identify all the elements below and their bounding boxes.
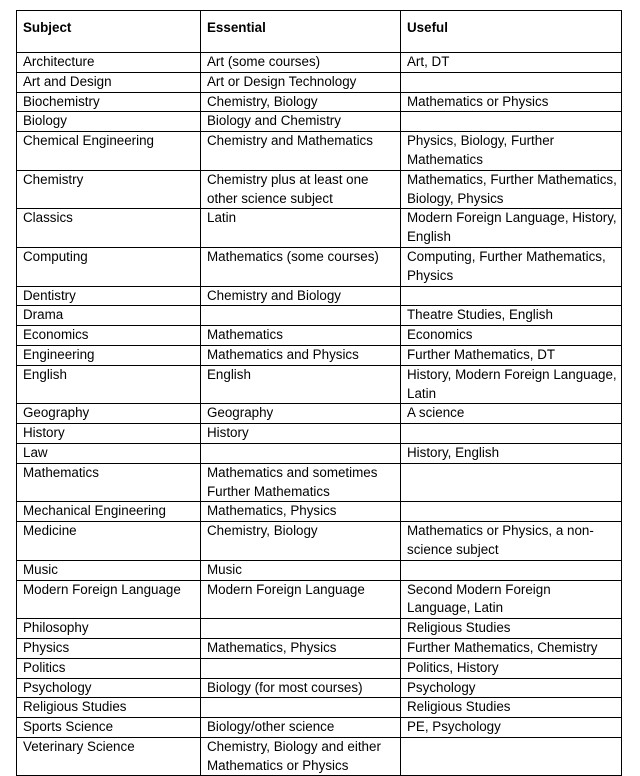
table-row: [17, 424, 622, 444]
cell-useful: [401, 502, 622, 522]
table-row: [17, 326, 622, 346]
table-row: [17, 638, 622, 658]
cell-essential: Latin: [201, 209, 401, 248]
cell-useful: [401, 112, 622, 132]
cell-subject: Drama: [17, 306, 201, 326]
cell-subject: Architecture: [17, 53, 201, 73]
table-row: [17, 619, 622, 639]
cell-subject: Mechanical Engineering: [17, 502, 201, 522]
cell-essential: Chemistry, Biology: [201, 92, 401, 112]
cell-useful: Further Mathematics, DT: [401, 345, 622, 365]
cell-useful: Theatre Studies, English: [401, 306, 622, 326]
cell-useful: Modern Foreign Language, History, English: [401, 209, 622, 248]
table-row: [17, 170, 622, 209]
cell-subject: Computing: [17, 247, 201, 286]
cell-essential: Music: [201, 560, 401, 580]
table-row: [17, 404, 622, 424]
cell-essential: Chemistry plus at least one other science subject: [201, 170, 401, 209]
table-row: [17, 92, 622, 112]
header-row: [17, 11, 622, 53]
cell-subject: Art and Design: [17, 72, 201, 92]
table-row: [17, 443, 622, 463]
cell-essential: Mathematics (some courses): [201, 247, 401, 286]
cell-useful: PE, Psychology: [401, 718, 622, 738]
cell-essential: Chemistry and Biology: [201, 286, 401, 306]
cell-essential: Mathematics, Physics: [201, 638, 401, 658]
cell-essential: [201, 306, 401, 326]
cell-useful: History, Modern Foreign Language, Latin: [401, 365, 622, 404]
table-row: [17, 658, 622, 678]
table-row: [17, 345, 622, 365]
cell-essential: Biology and Chemistry: [201, 112, 401, 132]
cell-essential: Mathematics: [201, 326, 401, 346]
cell-subject: English: [17, 365, 201, 404]
cell-essential: History: [201, 424, 401, 444]
cell-subject: Music: [17, 560, 201, 580]
cell-essential: Art or Design Technology: [201, 72, 401, 92]
table-row: [17, 365, 622, 404]
cell-essential: Biology (for most courses): [201, 678, 401, 698]
table-row: [17, 112, 622, 132]
cell-essential: Mathematics, Physics: [201, 502, 401, 522]
cell-subject: Biochemistry: [17, 92, 201, 112]
cell-subject: Veterinary Science: [17, 737, 201, 776]
cell-useful: Religious Studies: [401, 698, 622, 718]
table-row: [17, 463, 622, 502]
cell-useful: [401, 424, 622, 444]
cell-essential: Mathematics and sometimes Further Mathematics: [201, 463, 401, 502]
cell-essential: Geography: [201, 404, 401, 424]
cell-essential: Chemistry, Biology: [201, 522, 401, 561]
cell-useful: [401, 286, 622, 306]
table-row: [17, 678, 622, 698]
subject-requirements-document: [16, 10, 622, 776]
cell-useful: A science: [401, 404, 622, 424]
column-header-essential: Essential: [201, 11, 401, 53]
table-row: [17, 502, 622, 522]
cell-subject: Law: [17, 443, 201, 463]
cell-useful: Art, DT: [401, 53, 622, 73]
table-row: [17, 132, 622, 171]
cell-useful: Psychology: [401, 678, 622, 698]
table-row: [17, 560, 622, 580]
cell-essential: Mathematics and Physics: [201, 345, 401, 365]
cell-subject: Biology: [17, 112, 201, 132]
cell-subject: History: [17, 424, 201, 444]
cell-useful: [401, 737, 622, 776]
cell-subject: Economics: [17, 326, 201, 346]
table-row: [17, 522, 622, 561]
table-row: [17, 53, 622, 73]
cell-subject: Classics: [17, 209, 201, 248]
cell-essential: Modern Foreign Language: [201, 580, 401, 619]
cell-essential: English: [201, 365, 401, 404]
cell-subject: Philosophy: [17, 619, 201, 639]
cell-subject: Engineering: [17, 345, 201, 365]
cell-useful: Mathematics, Further Mathematics, Biology, Physics: [401, 170, 622, 209]
cell-useful: Mathematics or Physics, a non-science subject: [401, 522, 622, 561]
cell-useful: [401, 72, 622, 92]
cell-useful: Computing, Further Mathematics, Physics: [401, 247, 622, 286]
subject-requirements-table: [16, 10, 622, 776]
cell-subject: Medicine: [17, 522, 201, 561]
cell-useful: Mathematics or Physics: [401, 92, 622, 112]
table-row: [17, 580, 622, 619]
cell-useful: Second Modern Foreign Language, Latin: [401, 580, 622, 619]
cell-essential: [201, 698, 401, 718]
table-body: [17, 53, 622, 776]
cell-essential: Art (some courses): [201, 53, 401, 73]
cell-useful: [401, 560, 622, 580]
table-row: [17, 286, 622, 306]
cell-useful: History, English: [401, 443, 622, 463]
cell-subject: Religious Studies: [17, 698, 201, 718]
table-header: [17, 11, 622, 53]
cell-essential: Chemistry, Biology and either Mathematics or Physics: [201, 737, 401, 776]
cell-subject: Physics: [17, 638, 201, 658]
cell-useful: Physics, Biology, Further Mathematics: [401, 132, 622, 171]
cell-useful: [401, 463, 622, 502]
table-row: [17, 698, 622, 718]
cell-essential: [201, 619, 401, 639]
cell-essential: [201, 443, 401, 463]
table-row: [17, 72, 622, 92]
cell-subject: Politics: [17, 658, 201, 678]
cell-essential: Chemistry and Mathematics: [201, 132, 401, 171]
cell-subject: Psychology: [17, 678, 201, 698]
cell-subject: Dentistry: [17, 286, 201, 306]
cell-useful: Religious Studies: [401, 619, 622, 639]
cell-useful: Further Mathematics, Chemistry: [401, 638, 622, 658]
cell-subject: Chemical Engineering: [17, 132, 201, 171]
table-row: [17, 247, 622, 286]
table-row: [17, 306, 622, 326]
cell-essential: [201, 658, 401, 678]
cell-subject: Geography: [17, 404, 201, 424]
cell-essential: Biology/other science: [201, 718, 401, 738]
cell-subject: Chemistry: [17, 170, 201, 209]
cell-subject: Sports Science: [17, 718, 201, 738]
table-row: [17, 209, 622, 248]
cell-subject: Modern Foreign Language: [17, 580, 201, 619]
column-header-subject: Subject: [17, 11, 201, 53]
table-row: [17, 718, 622, 738]
cell-useful: Economics: [401, 326, 622, 346]
table-row: [17, 737, 622, 776]
cell-useful: Politics, History: [401, 658, 622, 678]
cell-subject: Mathematics: [17, 463, 201, 502]
column-header-useful: Useful: [401, 11, 622, 53]
